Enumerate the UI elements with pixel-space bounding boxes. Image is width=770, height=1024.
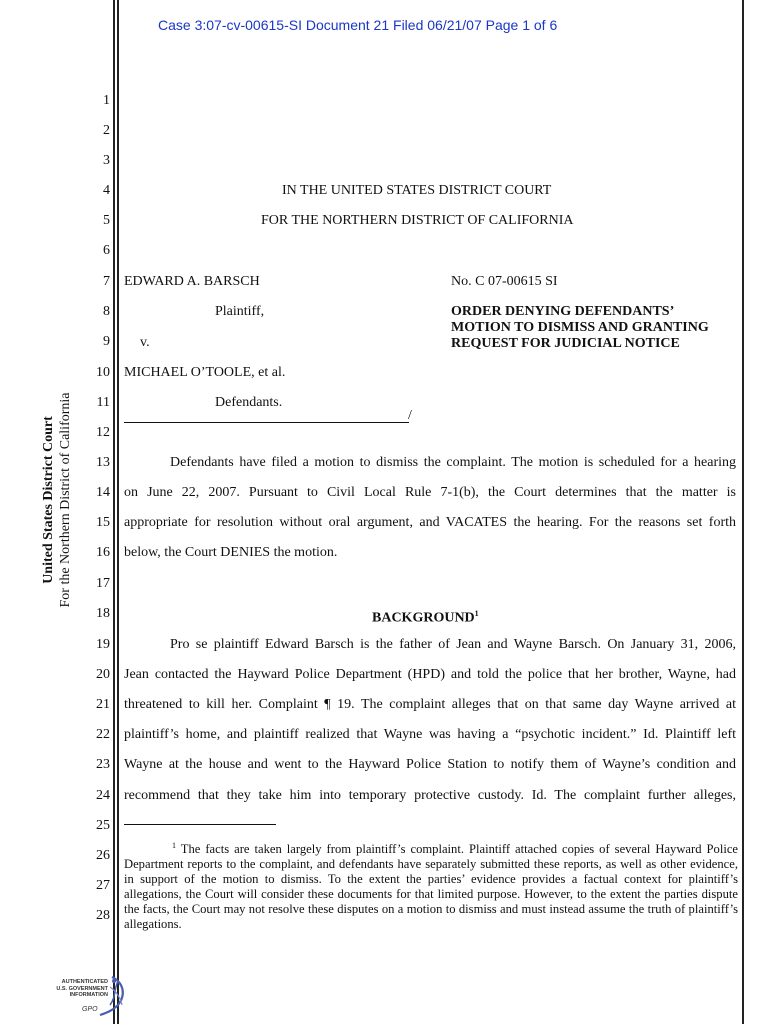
body-line: appropriate for resolution without oral argument, and VACATES the hearing. For the reasons set forth: [124, 515, 736, 530]
versus: v.: [140, 335, 150, 350]
caption-underline: [124, 422, 409, 423]
line-number: 23: [96, 757, 110, 772]
plaintiff-role: Plaintiff,: [215, 304, 265, 319]
line-number: 3: [103, 153, 110, 168]
caption-slash: /: [408, 408, 412, 423]
line-number: 10: [96, 365, 110, 380]
side-label-court: United States District Court: [41, 416, 56, 584]
gpo-line: AUTHENTICATED: [61, 979, 108, 985]
footnote-reference: 1: [474, 609, 479, 618]
plaintiff-name: EDWARD A. BARSCH: [124, 274, 260, 289]
line-number: 20: [96, 667, 110, 682]
gpo-authentication-logo: [40, 975, 130, 1017]
line-number: 1: [103, 93, 110, 108]
line-number: 27: [96, 878, 110, 893]
footnote: [124, 838, 738, 932]
case-header: Case 3:07-cv-00615-SI Document 21 Filed 06/21/07 Page 1 of 6: [158, 17, 558, 33]
gpo-line: U.S. GOVERNMENT: [56, 985, 108, 992]
left-margin-rule-2: [117, 0, 119, 1024]
line-number: 15: [96, 515, 110, 530]
body-line: below, the Court DENIES the motion.: [124, 545, 338, 560]
line-number: 2: [103, 123, 110, 138]
line-number: 18: [96, 606, 110, 621]
line-number: 22: [96, 727, 110, 742]
order-title-line-1: ORDER DENYING DEFENDANTS’: [451, 304, 675, 319]
order-title-line-3: REQUEST FOR JUDICIAL NOTICE: [451, 336, 680, 351]
line-number: 24: [96, 788, 110, 803]
body-line: Defendants have filed a motion to dismiss the complaint. The motion is scheduled for a hearing: [170, 455, 736, 470]
court-title-line-1: IN THE UNITED STATES DISTRICT COURT: [282, 183, 552, 198]
side-label-district: For the Northern District of California: [58, 392, 73, 608]
line-number: 9: [103, 334, 110, 349]
line-number: 19: [96, 637, 110, 652]
body-line: Pro se plaintiff Edward Barsch is the father of Jean and Wayne Barsch. On January 31, 2006,: [170, 637, 736, 652]
body-line: Jean contacted the Hayward Police Department (HPD) and told the police that her brother, Wayne, had: [124, 667, 736, 682]
body-line: on June 22, 2007. Pursuant to Civil Local Rule 7-1(b), the Court determines that the matter is: [124, 485, 736, 500]
footnote-text: The facts are taken largely from plaintiff’s complaint. Plaintiff attached copies of several Hayward Police Department reports to the complaint, and defendants have separately submitted these reports, as well as other evidence, in support of the motion to dismiss. To the extent the parties’ evidence provides a factual context for plaintiff’s allegations, the Court will consider these documents for that limited purpose. However, to the extent the parties dispute the facts, the Court may not resolve these disputes on a motion to dismiss and must instead assume the truth of plaintiff’s allegations.: [124, 842, 738, 932]
defendant-role: Defendants.: [215, 395, 283, 410]
line-number: 5: [103, 213, 110, 228]
line-number: 26: [96, 848, 110, 863]
defendant-name: MICHAEL O’TOOLE, et al.: [124, 365, 286, 380]
gpo-logo-word: GPO: [82, 1006, 98, 1013]
body-line: Wayne at the house and went to the Hayward Police Station to notify them of Wayne’s condition and: [124, 757, 736, 772]
footnote-mark: 1: [172, 841, 176, 850]
order-title-line-2: MOTION TO DISMISS AND GRANTING: [451, 320, 709, 335]
line-number: 25: [96, 818, 110, 833]
gpo-line: INFORMATION: [69, 992, 108, 998]
case-number: No. C 07-00615 SI: [451, 274, 558, 289]
footnote-rule: [124, 824, 276, 825]
line-number: 8: [103, 304, 110, 319]
left-margin-rule-1: [113, 0, 115, 1024]
section-heading: [372, 606, 479, 627]
line-number: 6: [103, 243, 110, 258]
body-line: threatened to kill her. Complaint ¶ 19. The complaint alleges that on that same day Wayne arrived at: [124, 697, 736, 712]
line-number: 16: [96, 545, 110, 560]
line-number: 14: [96, 485, 110, 500]
line-number: 4: [103, 183, 110, 198]
court-title-line-2: FOR THE NORTHERN DISTRICT OF CALIFORNIA: [261, 213, 574, 228]
right-margin-rule: [742, 0, 744, 1024]
line-number: 21: [96, 697, 110, 712]
section-heading-text: BACKGROUND: [372, 610, 475, 626]
body-line: plaintiff’s home, and plaintiff realized that Wayne was having a “psychotic incident.” Id. Plaintiff left: [124, 727, 736, 742]
line-number: 12: [96, 425, 110, 440]
line-number: 13: [96, 455, 110, 470]
line-number: 28: [96, 908, 110, 923]
line-number: 7: [103, 274, 110, 289]
body-line: recommend that they take him into temporary protective custody. Id. The complaint further alleges,: [124, 788, 736, 803]
line-number: 11: [96, 395, 110, 410]
line-number: 17: [96, 576, 110, 591]
